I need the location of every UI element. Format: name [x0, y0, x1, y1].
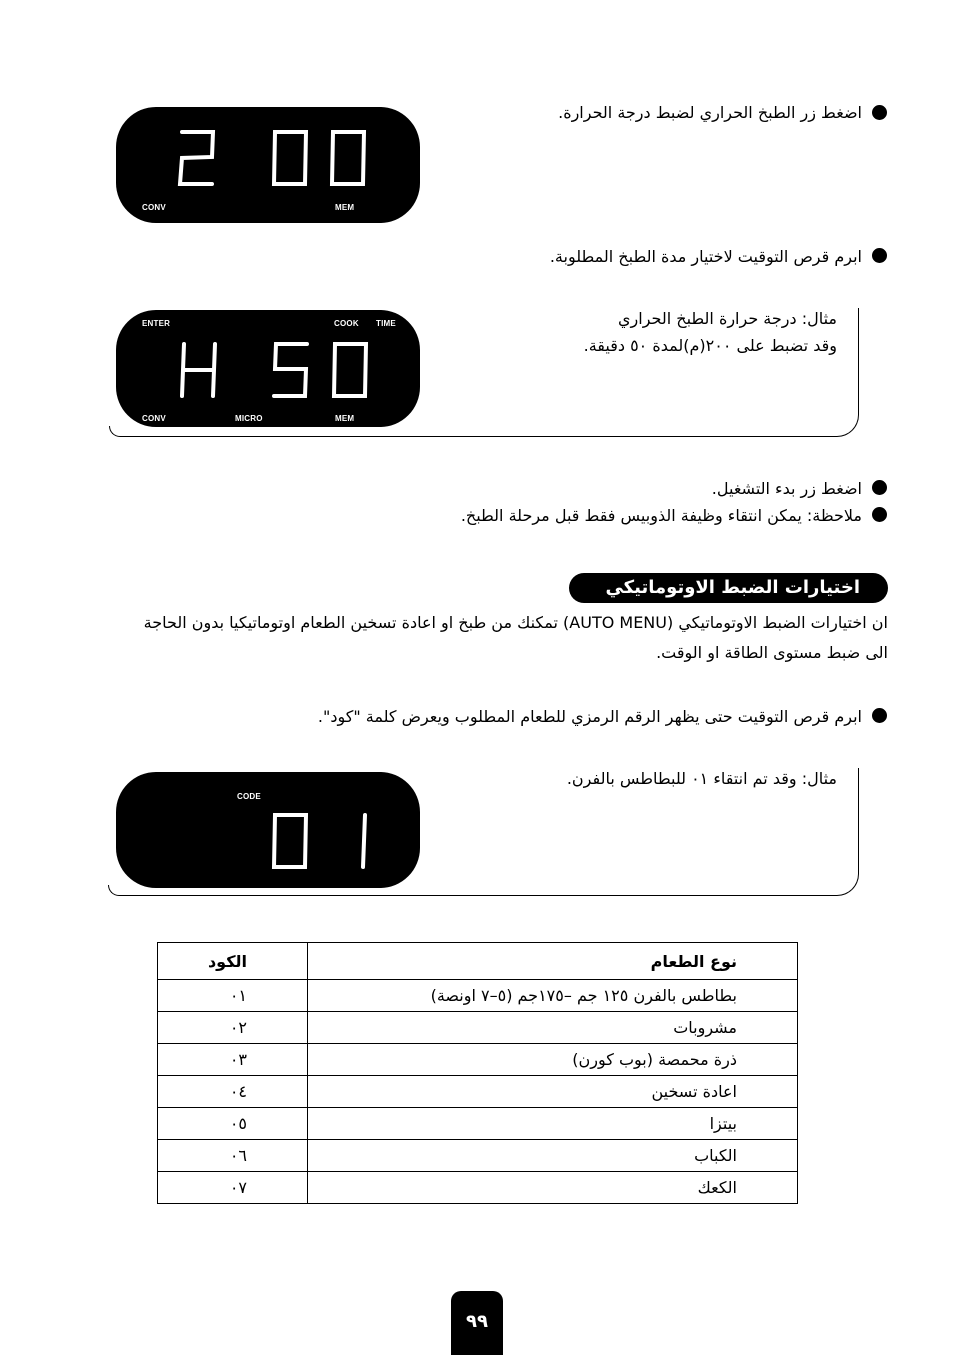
- example1-bracket-corner: [109, 426, 126, 437]
- header-food-type: نوع الطعام: [308, 943, 798, 980]
- label-conv: CONV: [142, 414, 166, 423]
- cell-food-type: ذرة محمصة (بوب كورن): [308, 1044, 798, 1076]
- table-row: [158, 980, 798, 1012]
- label-mem: MEM: [335, 203, 355, 212]
- bullet-step1: [872, 105, 887, 120]
- cell-code: ٠٣: [158, 1044, 308, 1076]
- example1-line2: وقد تضبط على ٢٠٠(م)لمدة ٥٠ دقيقة.: [583, 336, 837, 355]
- cell-food-type: الكباب: [308, 1140, 798, 1172]
- label-cook: COOK: [334, 319, 359, 328]
- cell-food-type: اعادة تسخين: [308, 1076, 798, 1108]
- cell-food-type: مشروبات: [308, 1012, 798, 1044]
- label-time: TIME: [376, 319, 396, 328]
- bullet-step2: [872, 248, 887, 263]
- label-micro: MICRO: [235, 414, 263, 423]
- example2-line1: مثال: وقد تم انتقاء ٠١ للبطاطس بالفرن.: [566, 769, 837, 788]
- page-number: ٩٩: [451, 1291, 503, 1355]
- step2-text: ابرم قرص التوقيت لاختيار مدة الطبخ المطلوبة.: [549, 247, 862, 266]
- bullet-step4: [872, 708, 887, 723]
- step4-text: ابرم قرص التوقيت حتى يظهر الرقم الرمزي للطعام المطلوب ويعرض كلمة "كود".: [317, 707, 862, 726]
- bullet-note: [872, 507, 887, 522]
- cell-code: ٠١: [158, 980, 308, 1012]
- table-row: [158, 1076, 798, 1108]
- table-row: [158, 1044, 798, 1076]
- step1-text: اضغط زر الطبخ الحراري لضبط درجة الحرارة.: [558, 103, 862, 122]
- example1-line1: مثال: درجة حرارة الطبخ الحراري: [618, 309, 837, 328]
- label-enter: ENTER: [142, 319, 171, 328]
- cell-code: ٠٢: [158, 1012, 308, 1044]
- auto-menu-table: [157, 942, 798, 1204]
- table-row: [158, 1140, 798, 1172]
- cell-food-type: بطاطس بالفرن ١٢٥ جم –١٧٥جم (٥–٧ اونصة): [308, 980, 798, 1012]
- cell-code: ٠٤: [158, 1076, 308, 1108]
- table-header-row: [158, 943, 798, 980]
- cell-code: ٠٦: [158, 1140, 308, 1172]
- label-conv: CONV: [142, 203, 166, 212]
- step3-text: اضغط زر بدء التشغيل.: [711, 479, 862, 498]
- lcd-display-code: [116, 772, 420, 888]
- table-row: [158, 1172, 798, 1204]
- lcd-digits: [116, 772, 420, 888]
- header-code: الكود: [158, 943, 308, 980]
- cell-food-type: بيتزا: [308, 1108, 798, 1140]
- table-row: [158, 1108, 798, 1140]
- bullet-step3: [872, 480, 887, 495]
- section-title-auto-menu: اختيارات الضبط الاوتوماتيكي: [569, 573, 888, 603]
- section-paragraph-line2: الى ضبط مستوى الطاقة او الوقت.: [656, 643, 888, 662]
- label-code: CODE: [237, 792, 261, 801]
- lcd-display-temperature: [116, 107, 420, 223]
- label-mem: MEM: [335, 414, 355, 423]
- section-paragraph-line1: ان اختيارات الضبط الاوتوماتيكي (AUTO MENU) تمكنك من طبخ او اعادة تسخين الطعام اوتوماتيكيا بدون الحاجة: [143, 613, 888, 632]
- cell-code: ٠٥: [158, 1108, 308, 1140]
- cell-food-type: الكعك: [308, 1172, 798, 1204]
- note-text: ملاحظة: يمكن انتقاء وظيفة الذوبيس فقط قبل مرحلة الطبخ.: [460, 506, 862, 525]
- cell-code: ٠٧: [158, 1172, 308, 1204]
- table-row: [158, 1012, 798, 1044]
- lcd-display-cook-time: [116, 310, 420, 427]
